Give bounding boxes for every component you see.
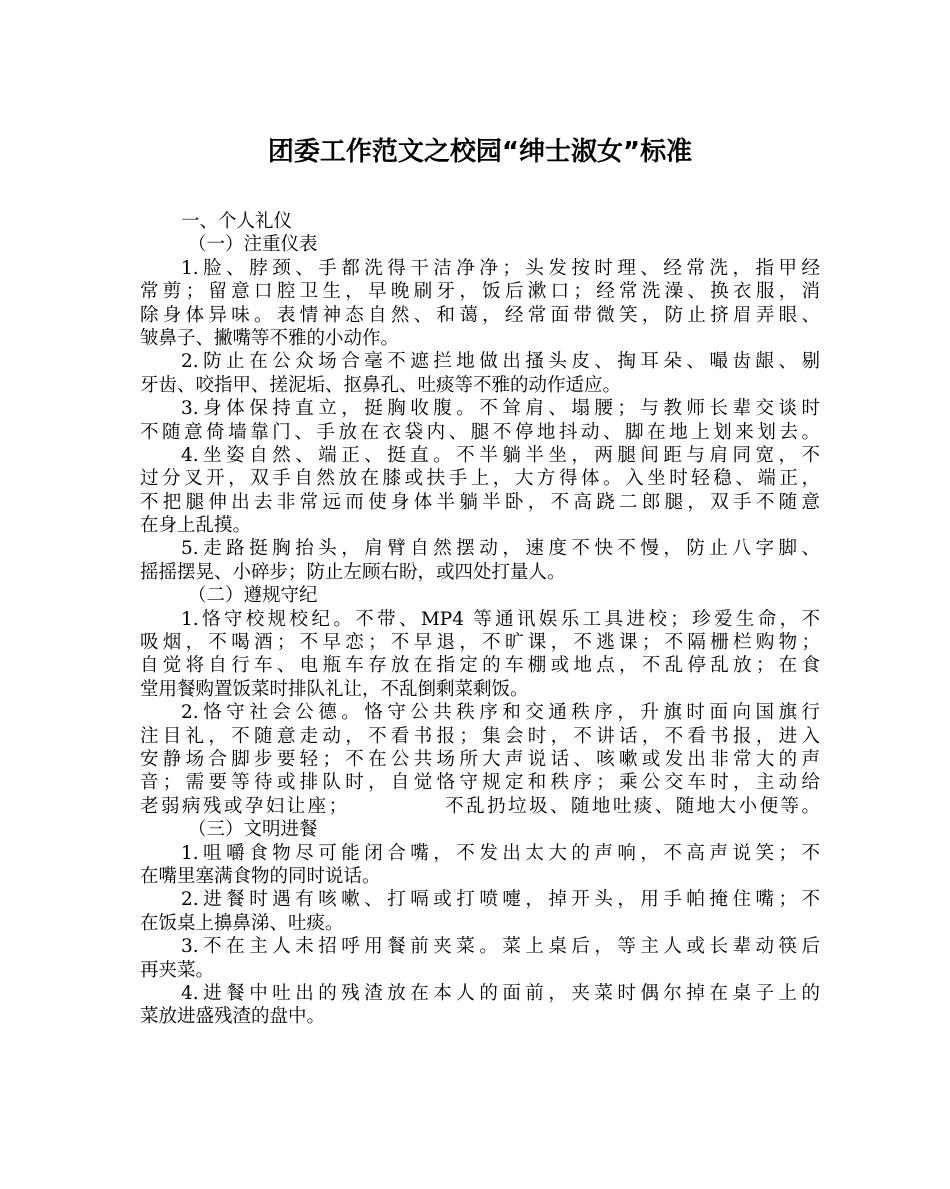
text-line: 不把腿伸出去非常远而使身体半躺半卧，不高跷二郎腿，双手不随意 <box>140 491 820 513</box>
text-line: 2.进餐时遇有咳嗽、打嗝或打喷嚏，掉开头，用手帕掩住嘴；不 <box>181 889 820 911</box>
text-line: 3.不在主人未招呼用餐前夹菜。菜上桌后，等主人或长辈动筷后 <box>181 936 820 958</box>
text-line: 堂用餐购置饭菜时排队礼让，不乱倒剩菜剩饭。 <box>140 678 529 700</box>
text-line: 不随意倚墙靠门、手放在衣袋内、腿不停地抖动、脚在地上划来划去。 <box>140 421 820 443</box>
document-title: 团委工作范文之校园“绅士淑女”标准 <box>267 137 693 167</box>
text-line: 除身体异味。表情神态自然、和蔼，经常面带微笑，防止挤眉弄眼、 <box>140 304 820 326</box>
text-line: （一）注重仪表 <box>188 234 318 256</box>
text-line: 音；需要等待或排队时，自觉恪守规定和秩序；乘公交车时，主动给 <box>140 772 820 794</box>
text-line: 4.进餐中吐出的残渣放在本人的面前，夹菜时偶尔掉在桌子上的 <box>181 982 820 1004</box>
text-line: （三）文明进餐 <box>188 819 318 841</box>
text-line: 在身上乱摸。 <box>140 515 252 537</box>
text-line: 牙齿、咬指甲、搓泥垢、抠鼻孔、吐痰等不雅的动作适应。 <box>140 374 622 396</box>
text-line: 吸烟，不喝酒；不早恋；不早退，不旷课，不逃课；不隔栅栏购物； <box>140 632 820 654</box>
text-line: 在嘴里塞满食物的同时说话。 <box>140 865 381 887</box>
text-line: 菜放进盛残渣的盘中。 <box>140 1006 326 1028</box>
text-line: 一、个人礼仪 <box>181 211 293 232</box>
text-line: 安静场合脚步要轻；不在公共场所大声说话、咳嗽或发出非常大的声 <box>140 748 820 770</box>
text-line: 再夹菜。 <box>140 959 215 981</box>
text-line: 4.坐姿自然、端正、挺直。不半躺半坐，两腿间距与肩同宽，不 <box>181 444 820 466</box>
text-line: （二）遵规守纪 <box>188 585 318 607</box>
document-body <box>140 210 820 1029</box>
text-line: 注目礼，不随意走动，不看书报；集会时，不讲话，不看书报，进入 <box>140 725 820 747</box>
text-line: 皱鼻子、撇嘴等不雅的小动作。 <box>140 327 400 349</box>
text-line: 1.恪守校规校纪。不带、MP4 等通讯娱乐工具进校；珍爱生命，不 <box>181 608 820 630</box>
text-line: 5.走路挺胸抬头，肩臂自然摆动，速度不快不慢，防止八字脚、 <box>181 538 820 560</box>
text-line: 自觉将自行车、电瓶车存放在指定的车棚或地点，不乱停乱放；在食 <box>140 655 820 677</box>
text-line: 老弱病残或孕妇让座； 不乱扔垃圾、随地吐痰、随地大小便等。 <box>140 795 820 817</box>
text-line: 过分叉开，双手自然放在膝或扶手上，大方得体。入坐时轻稳、端正， <box>140 468 820 490</box>
text-line: 2.防止在公众场合毫不遮拦地做出搔头皮、掏耳朵、嘬齿龈、剔 <box>181 351 820 373</box>
text-line: 摇摇摆晃、小碎步；防止左顾右盼，或四处打量人。 <box>140 561 566 583</box>
text-line: 在饭桌上擤鼻涕、吐痰。 <box>140 912 344 934</box>
text-line: 1.脸、脖颈、手都洗得干洁净净；头发按时理、经常洗，指甲经 <box>181 257 820 279</box>
text-line: 2.恪守社会公德。恪守公共秩序和交通秩序，升旗时面向国旗行 <box>181 702 820 724</box>
text-line: 3.身体保持直立，挺胸收腹。不耸肩、塌腰；与教师长辈交谈时 <box>181 398 820 420</box>
text-line: 1.咀嚼食物尽可能闭合嘴，不发出太大的声响，不高声说笑；不 <box>181 842 820 864</box>
text-line: 常剪；留意口腔卫生，早晚刷牙，饭后漱口；经常洗澡、换衣服，消 <box>140 281 820 303</box>
